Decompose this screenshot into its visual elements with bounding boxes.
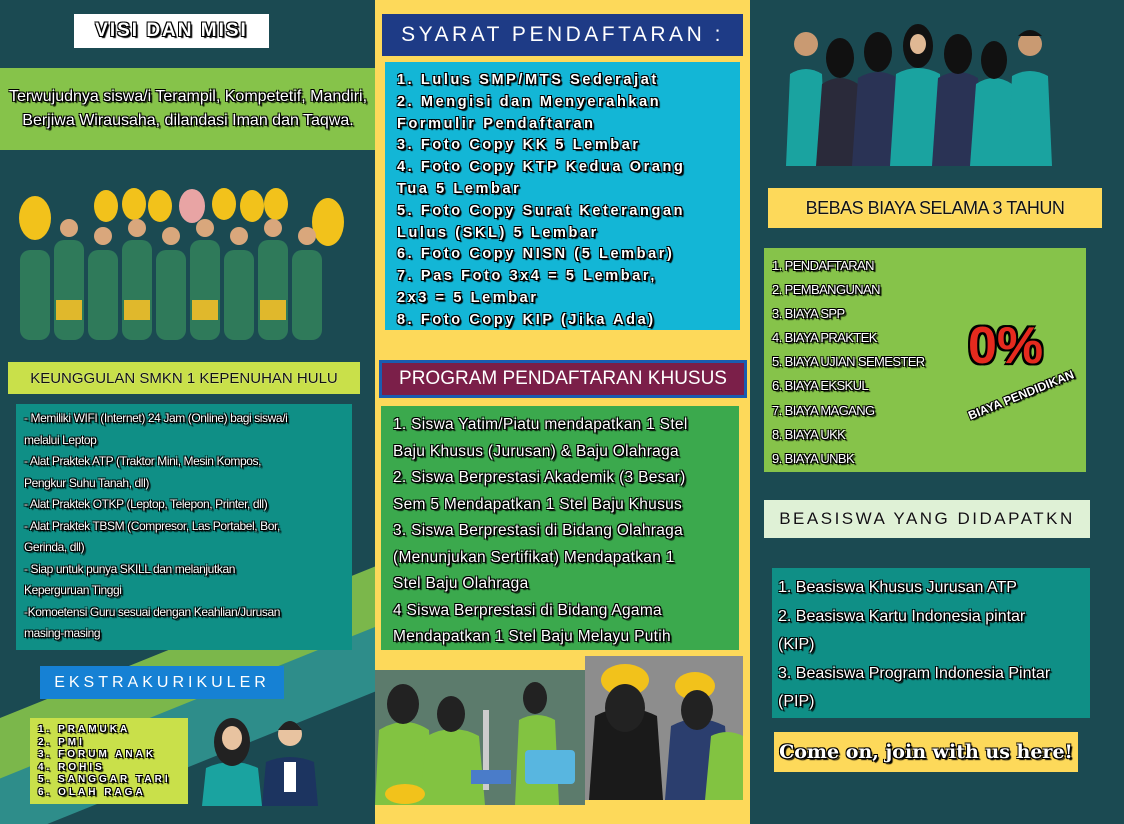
beasiswa-line: 3. Beasiswa Program Indonesia Pintar bbox=[778, 664, 1051, 682]
program-line: (Menunjukan Sertifikat) Mendapatkan 1 bbox=[393, 548, 675, 566]
program-title: PROGRAM PENDAFTARAN KHUSUS bbox=[379, 360, 747, 398]
left-panel bbox=[0, 0, 375, 824]
two-students-photo bbox=[192, 706, 326, 806]
percent-caption: BIAYA PENDIDIKAN bbox=[966, 367, 1076, 423]
program-line: Sem 5 Mendapatkan 1 Stel Baju Khusus bbox=[393, 495, 683, 513]
syarat-line: 3. Foto Copy KK 5 Lembar bbox=[397, 137, 641, 154]
biaya-item: 8. BIAYA UKK bbox=[772, 426, 846, 442]
biaya-item: 5. BIAYA UJIAN SEMESTER bbox=[772, 354, 925, 370]
ekstra-item: 1. PRAMUKA bbox=[38, 724, 131, 735]
visi-misi-text: Terwujudnya siswa/i Terampil, Kompetetif, Mandiri, Berjiwa Wirausaha, dilandasi Iman dan Taqwa. bbox=[0, 68, 375, 150]
keunggulan-line: - Alat Praktek TBSM (Compresor, Las Portabel, Bor, bbox=[24, 518, 280, 533]
biaya-item: 4. BIAYA PRAKTEK bbox=[772, 330, 877, 346]
workshop-photo bbox=[585, 656, 743, 800]
middle-panel bbox=[375, 0, 750, 824]
syarat-line: 6. Foto Copy NISN (5 Lembar) bbox=[397, 246, 675, 263]
ekstra-title: EKSTRAKURIKULER bbox=[40, 666, 284, 699]
keunggulan-line: Gerinda, dll) bbox=[24, 540, 85, 554]
beasiswa-line: (KIP) bbox=[778, 636, 815, 653]
ekstra-item: 5. SANGGAR TARI bbox=[38, 774, 171, 785]
syarat-line: 1. Lulus SMP/MTS Sederajat bbox=[397, 72, 659, 88]
lab-practice-photo bbox=[375, 670, 585, 805]
keunggulan-line: - Alat Praktek ATP (Traktor Mini, Mesin Kompos, bbox=[24, 454, 262, 468]
ekstra-box bbox=[30, 718, 188, 804]
students-group-illustration bbox=[6, 180, 350, 348]
syarat-line: 7. Pas Foto 3x4 = 5 Lembar, bbox=[397, 268, 657, 285]
beasiswa-line: 1. Beasiswa Khusus Jurusan ATP bbox=[778, 579, 1017, 596]
syarat-line: 2. Mengisi dan Menyerahkan bbox=[397, 93, 662, 110]
cta-banner: Come on, join with us here! bbox=[774, 732, 1078, 772]
biaya-item: 1. PENDAFTARAN bbox=[772, 258, 874, 273]
students-salute-photo bbox=[780, 14, 1060, 166]
ekstra-item: 2. PMI bbox=[38, 736, 85, 748]
biaya-item: 6. BIAYA EKSKUL bbox=[772, 378, 869, 394]
students-salute-illustration bbox=[780, 14, 1060, 166]
keunggulan-line: Keperguruan Tinggi bbox=[24, 583, 122, 597]
syarat-line: 2x3 = 5 Lembar bbox=[397, 289, 539, 306]
syarat-box bbox=[385, 62, 740, 330]
program-line: 1. Siswa Yatim/Piatu mendapatkan 1 Stel bbox=[393, 416, 688, 433]
visi-misi-title: VISI DAN MISI bbox=[74, 14, 269, 48]
syarat-title: SYARAT PENDAFTARAN : bbox=[382, 14, 743, 56]
biaya-item: 3. BIAYA SPP bbox=[772, 306, 845, 322]
syarat-line: Tua 5 Lembar bbox=[397, 180, 522, 197]
beasiswa-title: BEASISWA YANG DIDAPATKN bbox=[764, 500, 1090, 538]
program-line: Baju Khusus (Jurusan) & Baju Olahraga bbox=[393, 442, 679, 460]
lab-practice-illustration bbox=[375, 670, 585, 805]
keunggulan-line: -Komoetensi Guru sesuai dengan Keahlian/Jurusan bbox=[24, 604, 281, 619]
beasiswa-line: (PIP) bbox=[778, 693, 815, 710]
keunggulan-line: - Siap untuk punya SKILL dan melanjutkan bbox=[24, 561, 236, 576]
biaya-item: 9. BIAYA UNBK bbox=[772, 450, 855, 466]
right-panel bbox=[750, 0, 1124, 824]
program-line: 3. Siswa Berprestasi di Bidang Olahraga bbox=[393, 522, 683, 539]
biaya-item: 7. BIAYA MAGANG bbox=[772, 402, 875, 418]
keunggulan-line: melalui Leptop bbox=[24, 432, 97, 447]
percent-box bbox=[954, 248, 1086, 472]
syarat-line: 5. Foto Copy Surat Keterangan bbox=[397, 202, 686, 219]
beasiswa-box bbox=[772, 568, 1090, 718]
syarat-line: 4. Foto Copy KTP Kedua Orang bbox=[397, 159, 686, 176]
ekstra-item: 3. FORUM ANAK bbox=[38, 749, 157, 760]
beasiswa-line: 2. Beasiswa Kartu Indonesia pintar bbox=[778, 607, 1026, 625]
biaya-list-box bbox=[764, 248, 954, 472]
syarat-line: 8. Foto Copy KIP (Jika Ada) bbox=[397, 311, 656, 328]
workshop-illustration bbox=[585, 656, 743, 800]
students-group-photo bbox=[6, 180, 350, 348]
keunggulan-line: - Memiliki WIFI (Internet) 24 Jam (Online) bagi siswa/i bbox=[24, 411, 288, 425]
program-line: 2. Siswa Berprestasi Akademik (3 Besar) bbox=[393, 469, 686, 486]
syarat-line: Lulus (SKL) 5 Lembar bbox=[397, 224, 599, 241]
keunggulan-line: Pengkur Suhu Tanah, dll) bbox=[24, 475, 149, 490]
ekstra-item: 4. ROHIS bbox=[38, 761, 105, 773]
bebas-title: BEBAS BIAYA SELAMA 3 TAHUN bbox=[768, 188, 1102, 228]
percent-value: 0% bbox=[968, 317, 1044, 375]
program-line: Mendapatkan 1 Stel Baju Melayu Putih bbox=[393, 628, 671, 645]
program-line: Stel Baju Olahraga bbox=[393, 575, 529, 592]
keunggulan-line: - Alat Praktek OTKP (Leptop, Telepon, Printer, dll) bbox=[24, 497, 268, 511]
ekstra-item: 6. OLAH RAGA bbox=[38, 786, 146, 798]
syarat-line: Formulir Pendaftaran bbox=[397, 115, 596, 132]
biaya-item: 2. PEMBANGUNAN bbox=[772, 282, 880, 298]
keunggulan-title: KEUNGGULAN SMKN 1 KEPENUHAN HULU bbox=[8, 362, 360, 394]
program-line: 4 Siswa Berprestasi di Bidang Agama bbox=[393, 601, 662, 619]
two-students-illustration bbox=[192, 706, 326, 806]
keunggulan-box bbox=[16, 404, 352, 650]
keunggulan-line: masing-masing bbox=[24, 626, 101, 640]
program-box bbox=[381, 406, 739, 650]
